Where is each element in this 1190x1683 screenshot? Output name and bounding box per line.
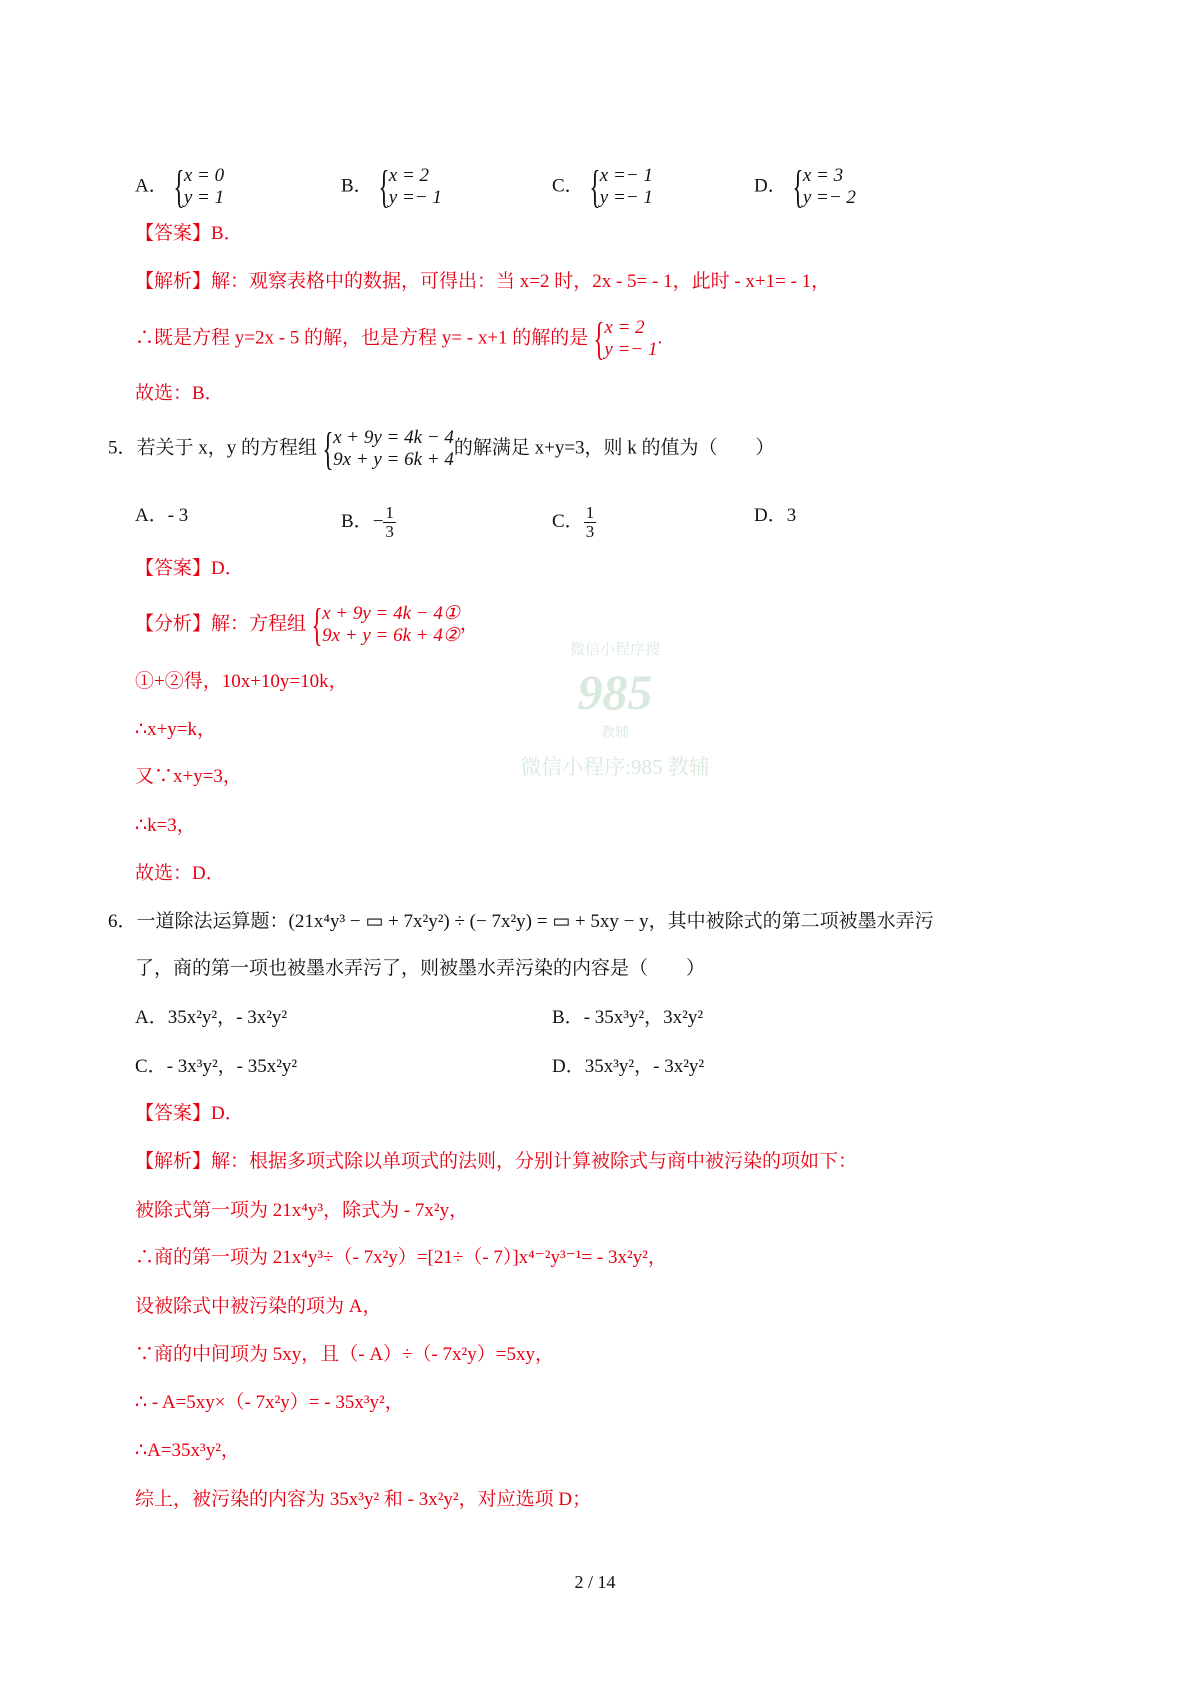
q6-answer: 【答案】D． — [135, 1103, 244, 1124]
q5-option-a — [135, 504, 188, 528]
q6-analysis-line: 被除式第一项为 21x⁴y³，除式为 - 7x²y， — [135, 1200, 469, 1221]
equation: x = 2 — [388, 165, 430, 186]
q6-analysis-line: 综上，被污染的内容为 35x³y² 和 - 3x²y²，对应选项 D； — [135, 1489, 592, 1510]
brace-icon: { — [173, 161, 185, 212]
watermark-text: 微信小程序搜 — [569, 642, 660, 658]
watermark-logo: 985 — [577, 664, 653, 720]
q5-option-d — [754, 504, 796, 528]
q5-step: ①+②得，10x+10y=10k， — [135, 671, 348, 692]
q4-option-b — [341, 161, 442, 212]
q6-stem-line2: 了，商的第一项也被墨水弄污了，则被墨水弄污染的内容是（ ） — [135, 958, 706, 979]
option-label: C． — [135, 1056, 167, 1077]
equation: x =− 1 — [599, 165, 653, 186]
option-text: - 3 — [167, 505, 189, 526]
text: 的解满足 x+y=3，则 k 的值为（ ） — [453, 437, 775, 459]
option-text: 35x²y²，- 3x²y² — [167, 1007, 288, 1028]
q5-option-b — [341, 504, 396, 541]
text: 5．若关于 x，y 的方程组 — [108, 437, 318, 459]
equation: y =− 1 — [599, 187, 653, 208]
q5-answer: 【答案】D． — [135, 558, 244, 579]
equation-system — [588, 313, 658, 364]
q5-option-c — [552, 504, 596, 541]
option-text: - 35x³y²，3x²y² — [583, 1007, 704, 1028]
q4-option-d — [754, 161, 856, 212]
brace-icon: { — [378, 161, 390, 212]
option-label: C． — [552, 510, 584, 532]
equation: x = 0 — [183, 165, 225, 186]
brace-icon: { — [322, 423, 334, 474]
q4-analysis-line: 【解析】解：观察表格中的数据，可得出：当 x=2 时，2x - 5= - 1，此时 - x+1= - 1， — [135, 271, 831, 292]
page-number: 2 / 14 — [574, 1572, 616, 1592]
brace-icon: { — [593, 313, 605, 364]
equation: y =− 2 — [802, 187, 856, 208]
text: . — [657, 327, 663, 349]
q6-analysis-line: ∴商的第一项为 21x⁴y³÷（- 7x²y）=[21÷（- 7）]x⁴⁻²y³⁻¹= - 3x²y²， — [135, 1247, 667, 1268]
equation: y = 1 — [183, 187, 225, 208]
option-text: 35x³y²，- 3x²y² — [584, 1056, 705, 1077]
equation: x = 3 — [802, 165, 844, 186]
option-label: D． — [754, 505, 787, 526]
watermark — [500, 640, 730, 780]
q6-analysis-line: 【解析】解：根据多项式除以单项式的法则，分别计算被除式与商中被污染的项如下： — [135, 1151, 858, 1172]
equation: 9x + y = 6k + 4 — [333, 449, 454, 470]
q5-stem — [108, 423, 775, 474]
option-label: A． — [135, 1007, 168, 1028]
q5-choice: 故选：D． — [135, 863, 225, 884]
q6-option-a — [135, 1006, 287, 1030]
brace-icon: { — [311, 599, 323, 650]
option-text: − — [372, 510, 384, 532]
q6-analysis-line: ∵商的中间项为 5xy，且（- A）÷（- 7x²y）=5xy， — [135, 1344, 554, 1365]
q6-option-d — [552, 1055, 704, 1079]
equation-system — [168, 161, 225, 212]
equation: x = 2 — [604, 317, 645, 338]
option-label: D． — [552, 1056, 585, 1077]
equation-system — [373, 161, 442, 212]
brace-icon: { — [589, 161, 601, 212]
equation-system — [584, 161, 653, 212]
option-text: - 3x³y²，- 35x²y² — [166, 1056, 298, 1077]
equation: x + 9y = 4k − 4 — [333, 427, 454, 448]
option-label: D． — [754, 175, 787, 197]
q6-option-b — [552, 1006, 703, 1030]
q4-choice: 故选：B． — [135, 383, 224, 404]
q4-option-a — [135, 161, 225, 212]
option-label: B． — [552, 1007, 584, 1028]
q4-option-c — [552, 161, 653, 212]
q5-analysis — [135, 599, 479, 650]
q5-step: ∴k=3， — [135, 815, 196, 836]
text: ∴既是方程 y=2x - 5 的解，也是方程 y= - x+1 的解的是 — [135, 327, 589, 349]
watermark-text: 微信小程序:985 教辅 — [520, 755, 710, 779]
text: ， — [459, 613, 479, 635]
watermark-text: 教辅 — [601, 726, 629, 741]
equation-system — [317, 423, 454, 474]
option-label: B． — [341, 175, 373, 197]
q5-step: 又∵x+y=3， — [135, 766, 242, 787]
q6-analysis-line: ∴ - A=5xy×（- 7x²y）= - 35x³y²， — [135, 1392, 404, 1413]
numerator: 1 — [585, 503, 595, 522]
fraction — [383, 504, 396, 541]
equation: y =− 1 — [604, 339, 658, 360]
option-label: C． — [552, 175, 584, 197]
denominator: 3 — [585, 522, 595, 541]
option-text: 3 — [786, 505, 797, 526]
q6-analysis-line: 设被除式中被污染的项为 A， — [135, 1296, 382, 1317]
numerator: 1 — [385, 503, 394, 522]
equation: x + 9y = 4k − 4① — [322, 603, 460, 624]
q4-analysis-conclusion — [135, 313, 663, 364]
q4-answer: 【答案】B． — [135, 223, 243, 244]
equation-system — [306, 599, 460, 650]
fraction — [584, 504, 597, 541]
option-label: A． — [135, 505, 168, 526]
q6-stem-line1: 6．一道除法运算题：(21x⁴y³ − ▭ + 7x²y²) ÷ (− 7x²y) = ▭ + 5xy − y，其中被除式的第二项被墨水弄污 — [108, 911, 934, 932]
brace-icon: { — [792, 161, 804, 212]
q6-option-c — [135, 1055, 297, 1079]
denominator: 3 — [385, 522, 394, 541]
equation: y =− 1 — [388, 187, 442, 208]
option-label: A． — [135, 175, 168, 197]
option-label: B． — [341, 510, 373, 532]
equation-system — [787, 161, 856, 212]
equation: 9x + y = 6k + 4② — [322, 625, 460, 646]
text: 【分析】解：方程组 — [135, 613, 307, 635]
q6-analysis-line: ∴A=35x³y²， — [135, 1440, 240, 1461]
q5-step: ∴x+y=k， — [135, 719, 217, 740]
